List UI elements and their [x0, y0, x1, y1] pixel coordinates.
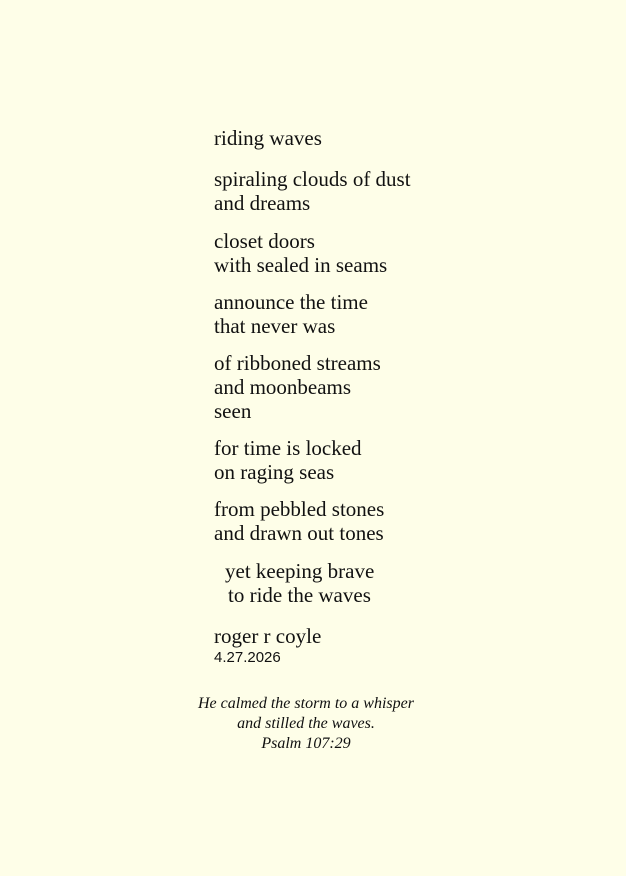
poem-line: from pebbled stones: [214, 497, 385, 521]
epigraph-line: He calmed the storm to a whisper: [198, 695, 414, 712]
poem-line: of ribboned streams: [214, 351, 381, 375]
poem-line: announce the time: [214, 290, 368, 314]
poem-line: seen: [214, 399, 252, 423]
poem-line: with sealed in seams: [214, 253, 388, 277]
poem-line: and moonbeams: [214, 375, 352, 399]
poem-line: on raging seas: [214, 460, 335, 484]
poem-line: closet doors: [214, 229, 315, 253]
poem-line: and dreams: [214, 191, 311, 215]
poem-date: 4.27.2026: [214, 649, 281, 666]
poem-line: to ride the waves: [228, 583, 371, 607]
poem-line: that never was: [214, 314, 336, 338]
poem-line: and drawn out tones: [214, 521, 384, 545]
epigraph-line: and stilled the waves.: [237, 715, 375, 732]
author-name: roger r coyle: [214, 624, 322, 648]
poem-line: for time is locked: [214, 436, 362, 460]
poem-line: yet keeping brave: [225, 559, 375, 583]
epigraph-reference: Psalm 107:29: [261, 735, 351, 752]
poem-title: riding waves: [214, 126, 322, 150]
poem-line: spiraling clouds of dust: [214, 167, 411, 191]
